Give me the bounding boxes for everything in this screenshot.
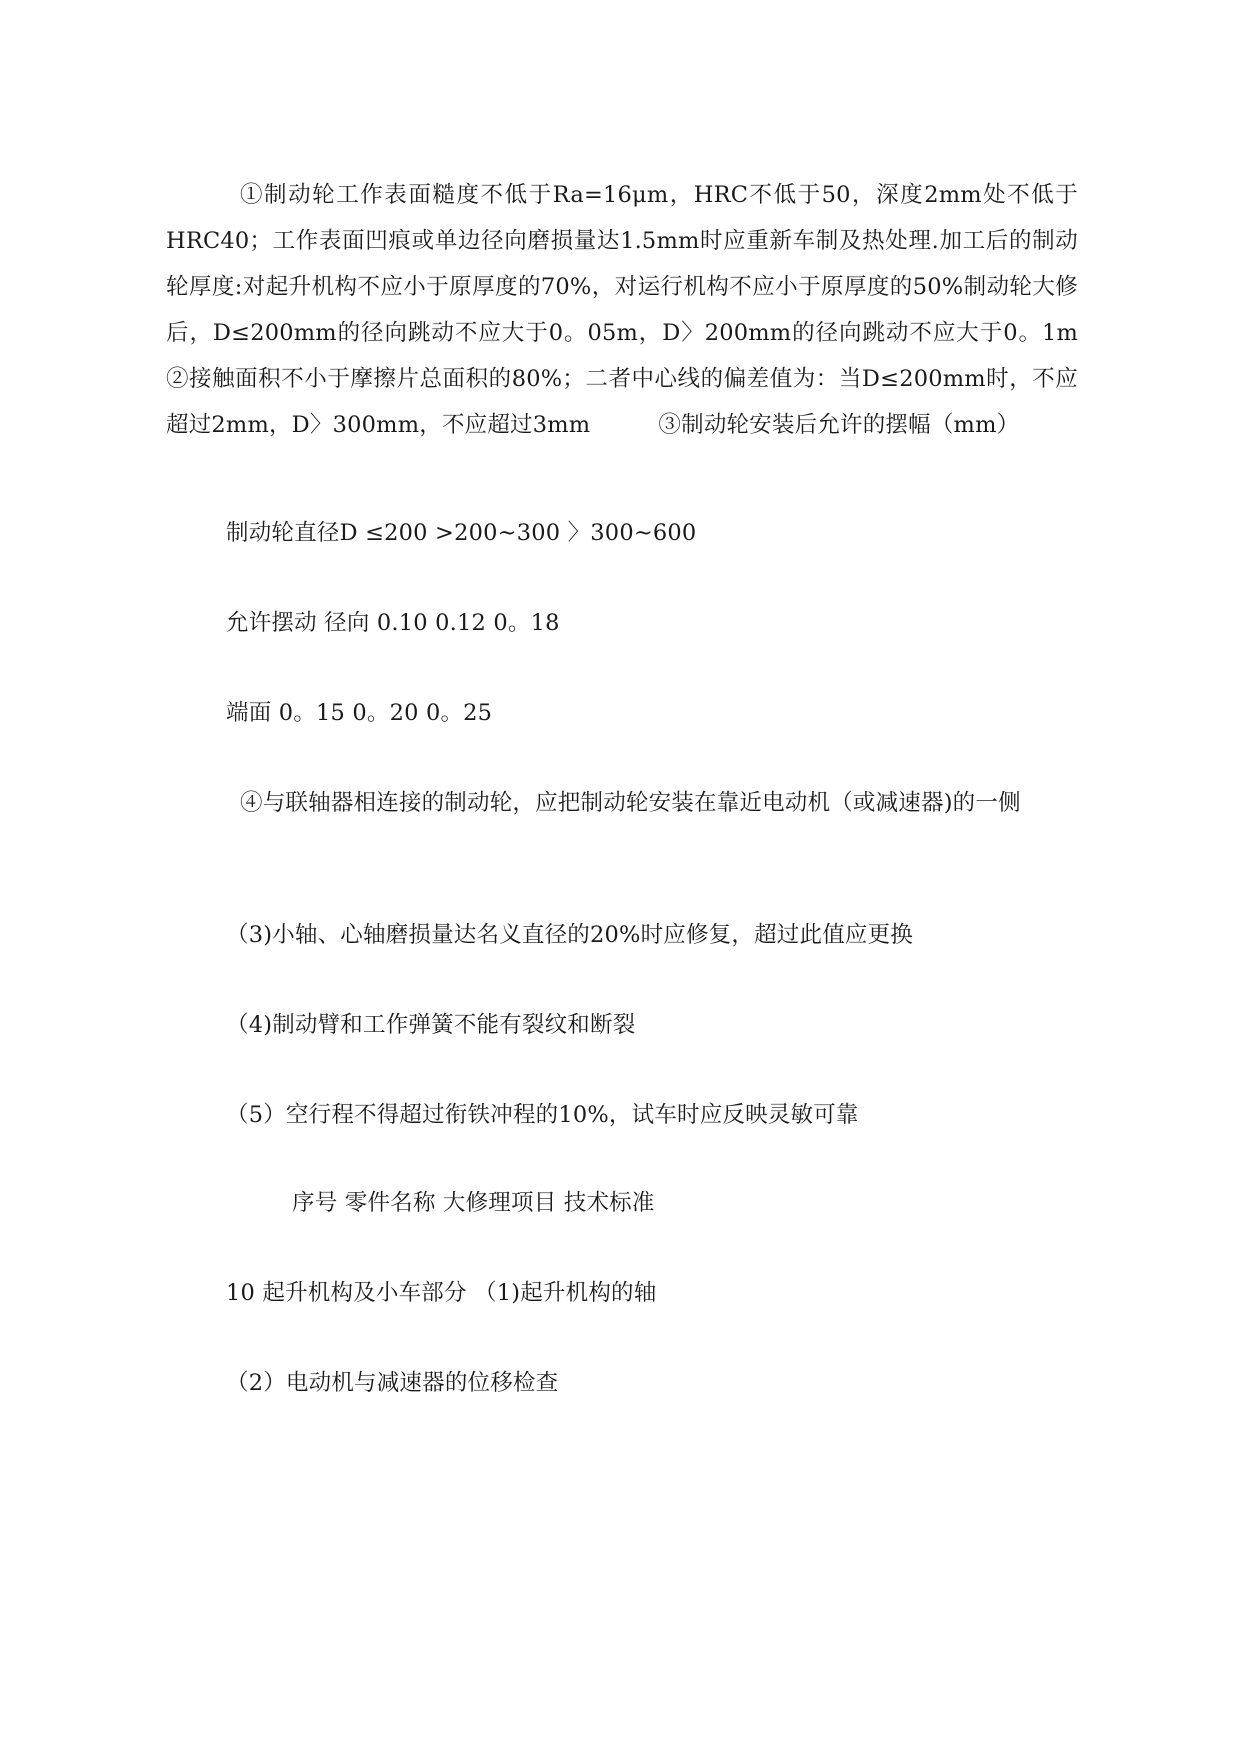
idle-stroke-item: （5）空行程不得超过衔铁冲程的10%，试车时应反映灵敏可靠 [226, 1102, 859, 1128]
motor-reducer-displacement-row: （2）电动机与减速器的位移检查 [226, 1370, 559, 1396]
brake-arm-spring-item: （4)制动臂和工作弹簧不能有裂纹和断裂 [226, 1012, 636, 1038]
face-runout-table-line: 端面 0。15 0。20 0。25 [226, 700, 493, 726]
overhaul-table-header: 序号 零件名称 大修理项目 技术标准 [292, 1190, 655, 1216]
shaft-wear-item: （3)小轴、心轴磨损量达名义直径的20%时应修复，超过此值应更换 [226, 922, 914, 948]
diameter-table-line: 制动轮直径D ≤200 >200~300 〉300~600 [226, 520, 697, 546]
radial-runout-table-line: 允许摆动 径向 0.10 0.12 0。18 [226, 610, 560, 636]
hoisting-mechanism-row: 10 起升机构及小车部分 （1)起升机构的轴 [226, 1280, 657, 1306]
coupling-brake-wheel-paragraph: ④与联轴器相连接的制动轮，应把制动轮安装在靠近电动机（或减速器)的一侧 [240, 790, 1021, 816]
brake-wheel-requirements-paragraph: ①制动轮工作表面糙度不低于Ra=16μm，HRC不低于50，深度2mm处不低于HRC40；工作表面凹痕或单边径向磨损量达1.5mm时应重新车制及热处理.加工后的制动轮厚度:对起升机构不应小于原厚度的70%，对运行机构不应小于原厚度的50%制动轮大修后，D≤200mm的径向跳动不应大于0。05m，D〉200mm的径向跳动不应大于0。1m ②接触面积不小于摩擦片总面积的80%；二者中心线的偏差值为：当D≤200mm时，不应超过2mm，D〉300mm，不应超过3mm ③制动轮安装后允许的摆幅（mm） [166, 182, 1147, 438]
